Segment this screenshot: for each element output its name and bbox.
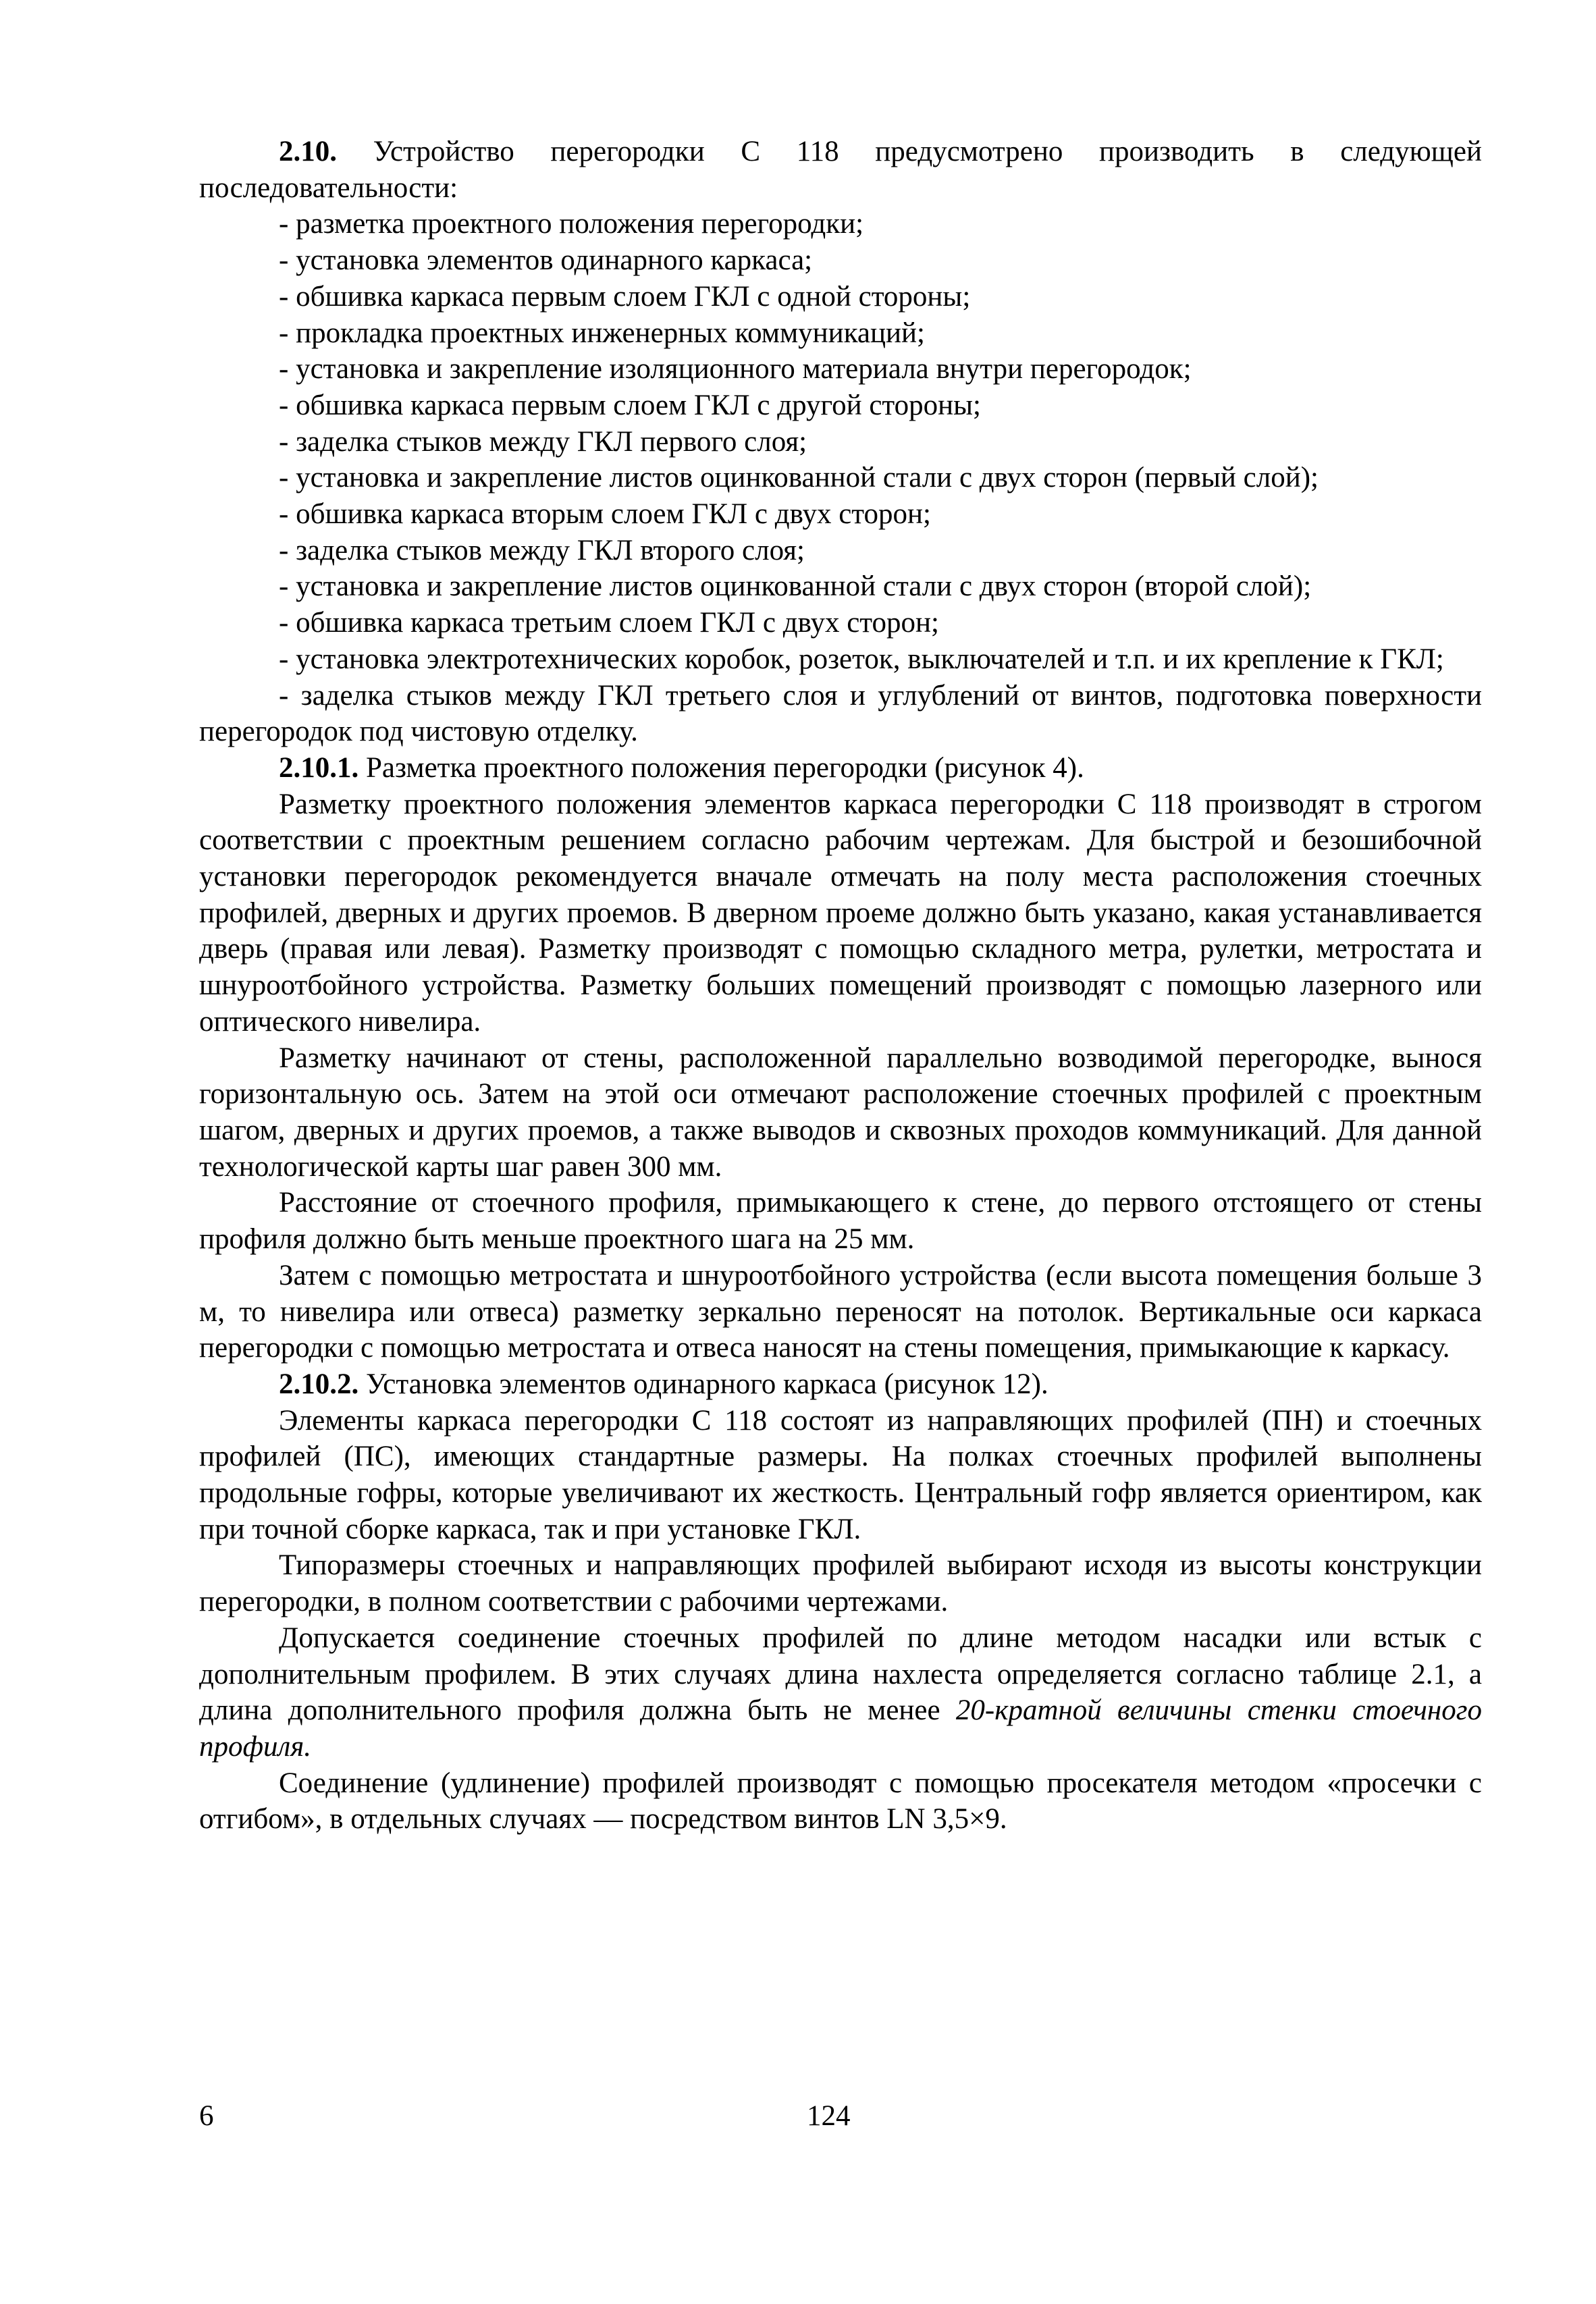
- paragraph: Элементы каркаса перегородки С 118 состоят из направляющих профилей (ПН) и стоечных профилей (ПС), имеющих стандартные размеры. На полках стоечных профилей выполнены продольные гофры, которые увеличивают их жесткость. Центральный гофр является ориентиром, как при точной сборке каркаса, так и при установке ГКЛ.: [199, 1404, 1482, 1545]
- sequence-list: [199, 206, 1482, 750]
- section-number: 2.10.: [279, 136, 337, 167]
- section-2-10-1-heading: [199, 750, 1482, 786]
- list-item: - заделка стыков между ГКЛ второго слоя;: [279, 534, 805, 566]
- section-heading-text: Разметка проектного положения перегородки (рисунок 4).: [358, 751, 1084, 784]
- list-item: - установка и закрепление листов оцинкованной стали с двух сторон (второй слой);: [279, 570, 1312, 603]
- paragraph: Расстояние от стоечного профиля, примыкающего к стене, до первого отстоящего от стены профиля должно быть меньше проектного шага на 25 мм.: [199, 1187, 1482, 1256]
- paragraph: Разметку начинают от стены, расположенной параллельно возводимой перегородке, вынося горизонтальную ось. Затем на этой оси отмечают расположение стоечных профилей с проектным шагом, дверных и других проемов, а также выводов и сквозных проходов коммуникаций. Для данной технологической карты шаг равен 300 мм.: [199, 1042, 1482, 1183]
- paragraph: Разметку проектного положения элементов каркаса перегородки С 118 производят в строгом соответствии с проектным решением согласно рабочим чертежам. Для быстрой и безошибочной установки перегородок рекомендуется вначале отмечать на полу места расположения стоечных профилей, дверных и других проемов. В дверном проеме должно быть указано, какая устанавливается дверь (правая или левая). Разметку производят с помощью складного метра, рулетки, метростата и шнуроотбойного устройства. Разметку больших помещений производят с помощью лазерного или оптического нивелира.: [199, 788, 1482, 1038]
- list-item: - установка элементов одинарного каркаса;: [279, 244, 813, 277]
- paragraph: Затем с помощью метростата и шнуроотбойного устройства (если высота помещения больше 3 м, то нивелира или отвеса) разметку зеркально переносят на потолок. Вертикальные оси каркаса перегородки с помощью метростата и отвеса наносят на стены помещения, примыкающие к каркасу.: [199, 1259, 1482, 1364]
- paragraph-text: Допускается соединение стоечных профилей по длине методом насадки или встык с дополнительным профилем. В этих случаях длина нахлеста определяется согласно таблице 2.1, а длина дополнительного профиля должна быть не менее: [199, 1622, 1482, 1727]
- section-2-10-2-heading: [199, 1366, 1482, 1403]
- section-number: 2.10.1.: [279, 751, 359, 784]
- body-text: [199, 134, 1482, 1838]
- section-heading-text: Установка элементов одинарного каркаса (рисунок 12).: [358, 1368, 1048, 1400]
- section-intro-text: Устройство перегородки С 118 предусмотрено производить в следующей последовательности:: [199, 136, 1482, 204]
- list-item: - разметка проектного положения перегородки;: [279, 208, 864, 240]
- section-2-10-intro: [199, 134, 1482, 206]
- page-number-left: 6: [199, 2100, 214, 2132]
- list-item: - установка и закрепление листов оцинкованной стали с двух сторон (первый слой);: [279, 462, 1319, 494]
- page-number-center: 124: [807, 2100, 851, 2132]
- list-item: - обшивка каркаса вторым слоем ГКЛ с двух сторон;: [279, 498, 931, 531]
- paragraph: Типоразмеры стоечных и направляющих профилей выбирают исходя из высоты конструкции перегородки, в полном соответствии с рабочими чертежами.: [199, 1549, 1482, 1618]
- list-item: - заделка стыков между ГКЛ третьего слоя и углублений от винтов, подготовка поверхности перегородок под чистовую отделку.: [199, 679, 1482, 748]
- list-item: - обшивка каркаса первым слоем ГКЛ с другой стороны;: [279, 389, 981, 421]
- list-item: - установка и закрепление изоляционного материала внутри перегородок;: [279, 353, 1192, 385]
- list-item: - установка электротехнических коробок, розеток, выключателей и т.п. и их крепление к ГКЛ;: [279, 643, 1444, 675]
- section-number: 2.10.2.: [279, 1368, 359, 1400]
- list-item: - заделка стыков между ГКЛ первого слоя;: [279, 425, 807, 458]
- italic-text: 20-кратной величины стенки стоечного профиля.: [199, 1694, 1483, 1763]
- paragraph: [199, 1620, 1482, 1765]
- list-item: - обшивка каркаса первым слоем ГКЛ с одной стороны;: [279, 280, 971, 313]
- list-item: - прокладка проектных инженерных коммуникаций;: [279, 317, 926, 349]
- paragraph: Соединение (удлинение) профилей производят с помощью просекателя методом «просечки с отгибом», в отдельных случаях — посредством винтов LN 3,5×9.: [199, 1767, 1482, 1836]
- list-item: - обшивка каркаса третьим слоем ГКЛ с двух сторон;: [279, 607, 939, 639]
